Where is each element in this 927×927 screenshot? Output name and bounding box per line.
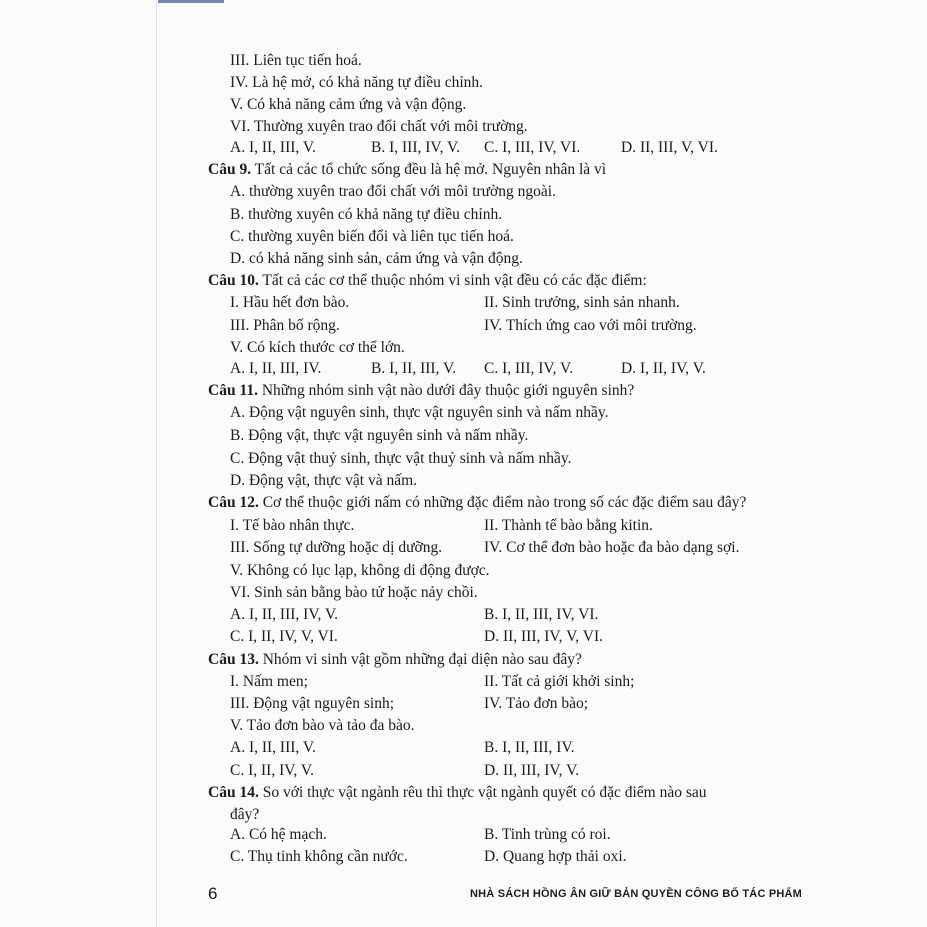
question-number: Câu 13.: [208, 651, 259, 668]
text-line: D. Động vật, thực vật và nấm.: [230, 472, 418, 489]
text-line: III. Liên tục tiến hoá.: [230, 52, 362, 69]
text-line: V. Có kích thước cơ thể lớn.: [230, 339, 405, 356]
item-left: III. Sống tự dưỡng hoặc dị dưỡng.: [230, 539, 443, 556]
text-line: V. Tảo đơn bào và tảo đa bào.: [230, 717, 415, 734]
text-line: V. Không có lục lạp, không di động được.: [230, 562, 490, 579]
question-line: [208, 651, 582, 669]
question-text: Tất cả các cơ thể thuộc nhóm vi sinh vật đều có các đặc điểm:: [258, 272, 647, 289]
item-right: IV. Tảo đơn bào;: [484, 695, 589, 712]
item-left: C. Thụ tinh không cần nước.: [230, 848, 408, 865]
text-line: B. Động vật, thực vật nguyên sinh và nấm nhầy.: [230, 427, 529, 444]
question-text: Tất cả các tổ chức sống đều là hệ mở. Nguyên nhân là vì: [251, 161, 607, 178]
item-right: B. I, II, III, IV.: [484, 739, 575, 756]
text-line: A. thường xuyên trao đổi chất với môi trường ngoài.: [230, 183, 556, 200]
question-line: [208, 272, 647, 290]
item-left: C. I, II, IV, V, VI.: [230, 628, 338, 645]
item-right: D. Quang hợp thải oxi.: [484, 848, 627, 865]
question-text: Những nhóm sinh vật nào dưới đây thuộc giới nguyên sinh?: [257, 382, 635, 399]
item-right: B. I, II, III, IV, VI.: [484, 606, 599, 623]
publisher-footer: NHÀ SÁCH HỒNG ÂN GIỮ BẢN QUYỀN CÔNG BỐ TÁC PHẨM: [470, 888, 803, 900]
item-left: A. I, II, III, IV, V.: [230, 606, 339, 623]
question-number: Câu 10.: [208, 272, 259, 289]
item-right: IV. Thích ứng cao với môi trường.: [484, 317, 697, 334]
text-line: IV. Là hệ mở, có khả năng tự điều chỉnh.: [230, 74, 484, 91]
item-left: I. Nấm men;: [230, 673, 308, 690]
item-right: B. Tinh trùng có roi.: [484, 826, 611, 843]
answer-option-b: B. I, III, IV, V.: [371, 139, 461, 156]
item-right: D. II, III, IV, V.: [484, 762, 580, 779]
item-right: II. Thành tế bào bằng kitin.: [484, 517, 653, 534]
item-left: III. Động vật nguyên sinh;: [230, 695, 395, 712]
item-right: D. II, III, IV, V, VI.: [484, 628, 603, 645]
answer-option-a: A. I, II, III, V.: [230, 139, 316, 156]
question-number: Câu 11.: [208, 382, 258, 399]
question-number: Câu 9.: [208, 161, 252, 178]
question-line: [208, 161, 606, 179]
page-edge-mark: [158, 0, 224, 3]
item-right: II. Sinh trưởng, sinh sản nhanh.: [484, 294, 680, 311]
text-line: C. Động vật thuỷ sinh, thực vật thuỷ sinh và nấm nhầy.: [230, 450, 572, 467]
item-left: A. Có hệ mạch.: [230, 826, 327, 843]
answer-option-c: C. I, III, IV, V.: [484, 360, 574, 377]
page-edge-shadow: [156, 0, 157, 927]
answer-option-d: D. II, III, V, VI.: [621, 139, 718, 156]
question-text: Nhóm vi sinh vật gồm những đại diện nào sau đây?: [258, 651, 582, 668]
answer-option-d: D. I, II, IV, V.: [621, 360, 706, 377]
text-line: VI. Sinh sản bằng bào tử hoặc nảy chồi.: [230, 584, 478, 601]
text-line: B. thường xuyên có khả năng tự điều chỉnh.: [230, 206, 503, 223]
question-line: [208, 494, 746, 512]
item-left: C. I, II, IV, V.: [230, 762, 314, 779]
question-number: Câu 14.: [208, 784, 259, 801]
question-number: Câu 12.: [208, 494, 259, 511]
text-line: D. có khả năng sinh sản, cảm ứng và vận động.: [230, 250, 523, 267]
answer-option-a: A. I, II, III, IV.: [230, 360, 322, 377]
answer-option-c: C. I, III, IV, VI.: [484, 139, 581, 156]
text-line: đây?: [230, 806, 260, 823]
item-left: III. Phân bố rộng.: [230, 317, 340, 334]
item-right: II. Tất cả giới khởi sinh;: [484, 673, 635, 690]
item-left: I. Tế bào nhân thực.: [230, 517, 355, 534]
question-text: Cơ thể thuộc giới nấm có những đặc điểm nào trong số các đặc điểm sau đây?: [258, 494, 747, 511]
text-line: A. Động vật nguyên sinh, thực vật nguyên sinh và nấm nhầy.: [230, 404, 609, 421]
page-number: 6: [208, 884, 218, 903]
item-right: IV. Cơ thể đơn bào hoặc đa bào dạng sợi.: [484, 539, 740, 556]
text-line: VI. Thường xuyên trao đổi chất với môi trường.: [230, 118, 528, 135]
item-left: A. I, II, III, V.: [230, 739, 316, 756]
text-line: C. thường xuyên biến đổi và liên tục tiến hoá.: [230, 228, 514, 245]
question-line: [208, 784, 707, 802]
answer-option-b: B. I, II, III, V.: [371, 360, 457, 377]
question-line: [208, 382, 634, 400]
item-left: I. Hầu hết đơn bào.: [230, 294, 350, 311]
text-line: V. Có khả năng cảm ứng và vận động.: [230, 96, 467, 113]
question-text: So với thực vật ngành rêu thì thực vật ngành quyết có đặc điểm nào sau: [258, 784, 707, 801]
